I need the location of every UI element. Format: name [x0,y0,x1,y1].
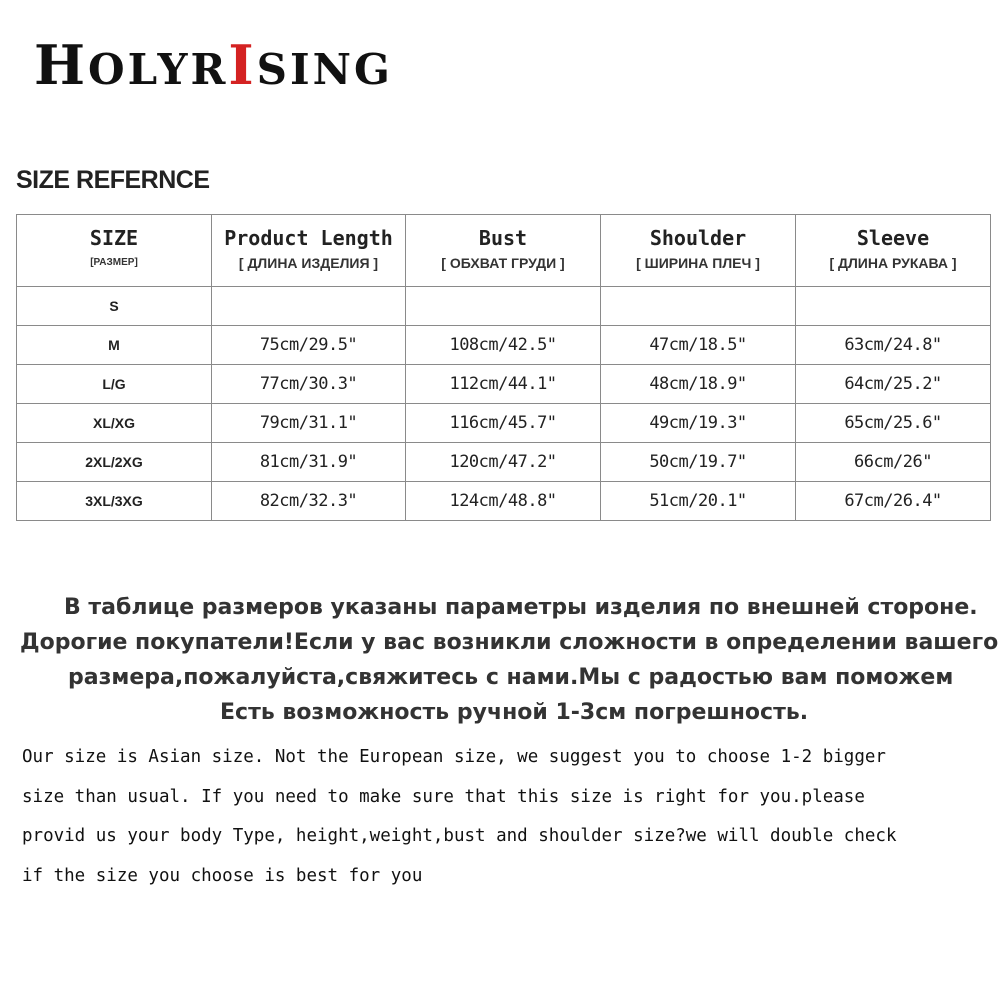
header-shoulder [601,215,796,287]
shoulder-cell: 48cm/18.9" [601,365,796,404]
english-note-line: if the size you choose is best for you [22,865,423,886]
size-cell: XL/XG [17,404,212,443]
header-bust [406,215,601,287]
header-sub: [ ДЛИНА ИЗДЕЛИЯ ] [238,254,379,271]
sleeve-cell: 64cm/25.2" [796,365,991,404]
russian-note-line: В таблице размеров указаны параметры изделия по внешней стороне. [64,595,978,620]
table-row [17,482,991,521]
bust-cell: 112cm/44.1" [406,365,601,404]
header-product-length [212,215,406,287]
size-cell: 2XL/2XG [17,443,212,482]
header-sleeve [796,215,991,287]
bust-cell [406,287,601,326]
english-note-line: Our size is Asian size. Not the European size, we suggest you to choose 1-2 bigger [22,747,886,767]
header-main: SIZE [89,225,139,250]
length-cell: 75cm/29.5" [212,326,406,365]
table-header-row [17,215,991,287]
bust-cell: 116cm/45.7" [406,404,601,443]
length-cell: 77cm/30.3" [212,365,406,404]
header-size [17,215,212,287]
size-table [16,214,991,521]
brand-logo [34,33,393,97]
table-row [17,326,991,365]
russian-note-line: Дорогие покупатели!Если у вас возникли сложности в определении вашего [20,630,999,655]
shoulder-cell [601,287,796,326]
shoulder-cell: 47cm/18.5" [601,326,796,365]
english-note-line: size than usual. If you need to make sure that this size is right for you.please [22,786,865,807]
russian-note-line: Есть возможность ручной 1-3см погрешность. [220,700,809,725]
english-note [22,738,992,896]
sleeve-cell: 65cm/25.6" [796,404,991,443]
header-main: Shoulder [649,225,747,250]
header-sub: [ ДЛИНА РУКАВА ] [829,254,957,271]
bust-cell: 124cm/48.8" [406,482,601,521]
shoulder-cell: 51cm/20.1" [601,482,796,521]
length-cell: 79cm/31.1" [212,404,406,443]
size-cell: S [17,287,212,326]
header-main: Bust [478,225,528,250]
shoulder-cell: 49cm/19.3" [601,404,796,443]
russian-note-line: размера,пожалуйста,свяжитесь с нами.Мы с радостью вам поможем [68,665,954,690]
logo-rest: SING [256,45,393,94]
header-sub: [ ШИРИНА ПЛЕЧ ] [636,254,760,271]
size-cell: M [17,326,212,365]
header-main: Sleeve [856,225,930,250]
sleeve-cell: 67cm/26.4" [796,482,991,521]
table-row [17,404,991,443]
length-cell [212,287,406,326]
length-cell: 81cm/31.9" [212,443,406,482]
sleeve-cell [796,287,991,326]
logo-middle: OLYR [88,45,229,94]
length-cell: 82cm/32.3" [212,482,406,521]
russian-note [0,590,1000,730]
table-row [17,365,991,404]
sleeve-cell: 63cm/24.8" [796,326,991,365]
logo-initial: H [34,33,89,97]
table-row [17,287,991,326]
size-cell: L/G [17,365,212,404]
bust-cell: 120cm/47.2" [406,443,601,482]
bust-cell: 108cm/42.5" [406,326,601,365]
size-cell: 3XL/3XG [17,482,212,521]
header-main: Product Length [224,225,393,250]
section-title: SIZE REFERNCE [16,166,210,194]
sleeve-cell: 66cm/26" [796,443,991,482]
english-note-line: provid us your body Type, height,weight,bust and shoulder size?we will double check [22,826,897,846]
shoulder-cell: 50cm/19.7" [601,443,796,482]
header-sub: [ ОБХВАТ ГРУДИ ] [441,254,565,271]
logo-accent-letter: I [228,33,257,97]
header-sub: [РАЗМЕР] [90,256,138,268]
table-row [17,443,991,482]
